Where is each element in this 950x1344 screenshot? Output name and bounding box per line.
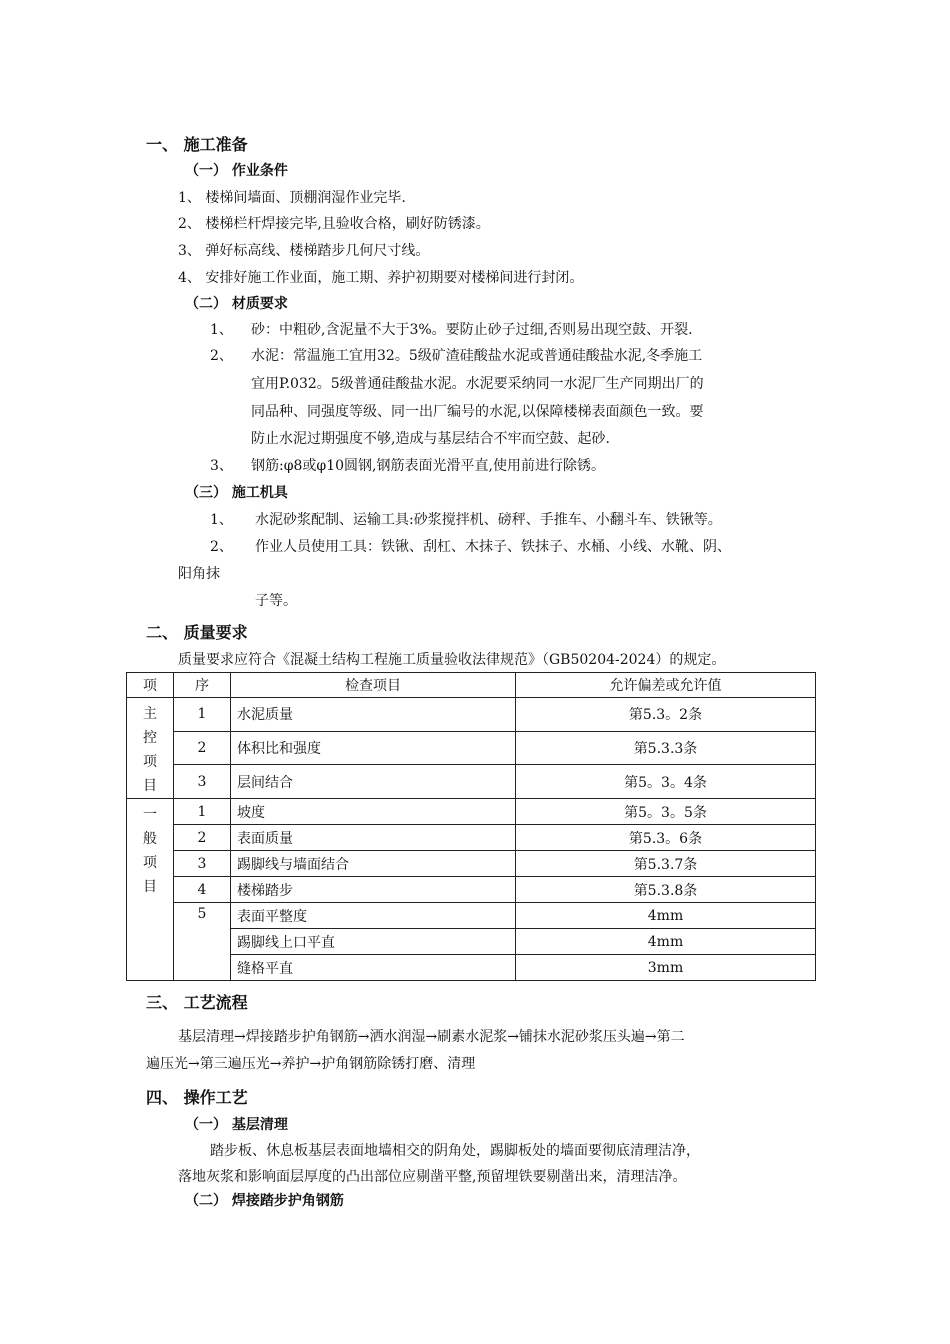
table-row <box>127 877 816 903</box>
item-cell: 表面质量 <box>231 825 516 851</box>
header-cell: 序 <box>174 673 231 698</box>
item-cell: 坡度 <box>231 799 516 825</box>
tool-item-text: 作业人员使用工具：铁锹、刮杠、木抹子、铁抹子、水桶、小线、水靴、阴、 <box>255 539 731 555</box>
seq-cell: 3 <box>174 765 231 799</box>
table-row <box>127 765 816 799</box>
table-row <box>127 799 816 825</box>
table-header-row <box>127 673 816 698</box>
section-4-title: 四、 操作工艺 <box>146 1088 248 1107</box>
value-cell: 第5.3.7条 <box>516 851 816 877</box>
item-cell: 表面平整度 <box>231 903 516 929</box>
item-cell: 踢脚线与墙面结合 <box>231 851 516 877</box>
base-cleaning-text: 踏步板、休息板基层表面地墙相交的阴角处，踢脚板处的墙面要彻底清理洁净， <box>210 1143 700 1159</box>
value-cell: 第5.3。6条 <box>516 825 816 851</box>
material-item-text: 水泥：常温施工宜用32。5级矿渣硅酸盐水泥或普通硅酸盐水泥,冬季施工 <box>251 348 703 364</box>
quality-table <box>126 672 816 981</box>
process-flow-line: 基层清理→焊接踏步护角钢筋→洒水润湿→刷素水泥浆→铺抹水泥砂浆压头遍→第二 <box>178 1029 685 1045</box>
subsection-tools-title: （三） 施工机具 <box>185 485 288 501</box>
seq-cell: 2 <box>174 731 231 765</box>
material-item-text: 钢筋:φ8或φ10圆钢,钢筋表面光滑平直,使用前进行除锈。 <box>251 458 605 474</box>
seq-cell: 4 <box>174 877 231 903</box>
material-item-text: 防止水泥过期强度不够,造成与基层结合不牢而空鼓、起砂. <box>251 431 610 447</box>
seq-cell: 1 <box>174 698 231 732</box>
material-item-number: 3、 <box>210 458 233 474</box>
item-cell: 水泥质量 <box>231 698 516 732</box>
header-cell: 检查项目 <box>231 673 516 698</box>
seq-cell: 5 <box>174 903 231 981</box>
value-cell: 第5。3。4条 <box>516 765 816 799</box>
main-group-label: 主控项目 <box>127 698 174 799</box>
item-cell: 楼梯踏步 <box>231 877 516 903</box>
work-condition-item: 4、 安排好施工作业面，施工期、养护初期要对楼梯间进行封闭。 <box>178 270 584 286</box>
item-cell: 体积比和强度 <box>231 731 516 765</box>
tool-item-number: 2、 <box>210 539 233 555</box>
table-row <box>127 955 816 981</box>
table-row <box>127 698 816 732</box>
value-cell: 第5.3.3条 <box>516 731 816 765</box>
header-cell: 项 <box>127 673 174 698</box>
value-cell: 第5.3.8条 <box>516 877 816 903</box>
material-item-number: 1、 <box>210 322 233 338</box>
section-3-title: 三、 工艺流程 <box>146 993 248 1012</box>
value-cell: 4mm <box>516 929 816 955</box>
value-cell: 第5。3。5条 <box>516 799 816 825</box>
item-cell: 层间结合 <box>231 765 516 799</box>
material-item-text: 砂：中粗砂,含泥量不大于3%。要防止砂子过细,否则易出现空鼓、开裂. <box>251 322 693 338</box>
value-cell: 第5.3。2条 <box>516 698 816 732</box>
material-item-text: 同品种、同强度等级、同一出厂编号的水泥,以保障楼梯表面颜色一致。要 <box>251 404 704 420</box>
subsection-welding-title: （二） 焊接踏步护角钢筋 <box>185 1193 344 1209</box>
material-item-text: 宜用P.032。5级普通硅酸盐水泥。水泥要采纳同一水泥厂生产同期出厂的 <box>251 376 704 392</box>
seq-cell: 2 <box>174 825 231 851</box>
process-flow-line: 遍压光→第三遍压光→养护→护角钢筋除锈打磨、清理 <box>146 1056 476 1072</box>
seq-cell: 3 <box>174 851 231 877</box>
tool-item-number: 1、 <box>210 512 233 528</box>
table-row <box>127 851 816 877</box>
work-condition-item: 1、 楼梯间墙面、顶棚润湿作业完毕. <box>178 190 406 206</box>
header-cell: 允许偏差或允许值 <box>516 673 816 698</box>
value-cell: 4mm <box>516 903 816 929</box>
seq-cell: 1 <box>174 799 231 825</box>
table-row <box>127 825 816 851</box>
tool-item-text: 水泥砂浆配制、运输工具:砂浆搅拌机、磅秤、手推车、小翻斗车、铁锹等。 <box>255 512 722 528</box>
section-1-title: 一、 施工准备 <box>146 135 248 154</box>
work-condition-item: 3、 弹好标高线、楼梯踏步几何尺寸线。 <box>178 243 430 259</box>
section-2-title: 二、 质量要求 <box>146 623 248 642</box>
item-cell: 踢脚线上口平直 <box>231 929 516 955</box>
work-condition-item: 2、 楼梯栏杆焊接完毕,且验收合格，刷好防锈漆。 <box>178 216 490 232</box>
table-row <box>127 731 816 765</box>
subsection-work-conditions-title: （一） 作业条件 <box>185 163 288 179</box>
tool-item-text: 阳角抹 <box>178 566 220 582</box>
table-row <box>127 929 816 955</box>
table-row <box>127 903 816 929</box>
material-item-number: 2、 <box>210 348 233 364</box>
general-group-label: 一般项目 <box>127 799 174 981</box>
base-cleaning-text: 落地灰浆和影响面层厚度的凸出部位应剔凿平整,预留埋铁要剔凿出来，清理洁净。 <box>178 1169 687 1185</box>
subsection-base-cleaning-title: （一） 基层清理 <box>185 1117 288 1133</box>
subsection-materials-title: （二） 材质要求 <box>185 296 288 312</box>
tool-item-text: 子等。 <box>255 593 297 609</box>
item-cell: 缝格平直 <box>231 955 516 981</box>
value-cell: 3mm <box>516 955 816 981</box>
quality-intro: 质量要求应符合《混凝土结构工程施工质量验收法律规范》（GB50204-2024）的规定。 <box>178 652 726 668</box>
